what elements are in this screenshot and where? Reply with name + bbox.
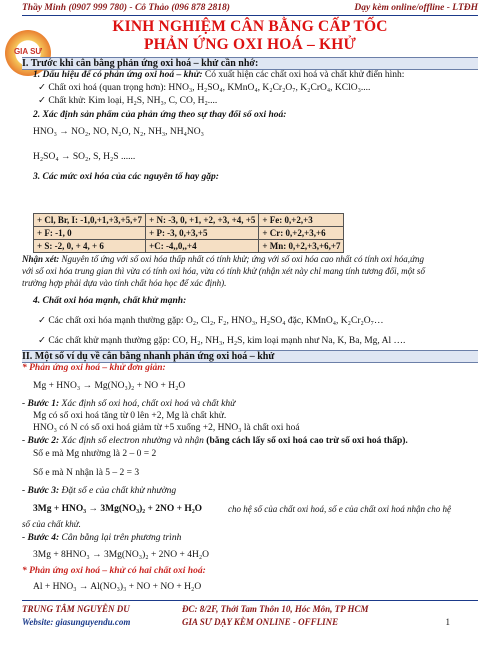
table-cell: + Cr: 0,+2,+3,+6 bbox=[259, 227, 344, 240]
logo-text: GIA SƯ bbox=[13, 47, 43, 56]
table-row bbox=[34, 227, 344, 240]
note-line-2: với số oxi hóa trung gian thì vừa có tính oxi hóa, vừa có tính khử (nhận xét này chỉ mang tính tương đối, một số bbox=[22, 266, 425, 276]
table-cell: +C: -4,,0,,+4 bbox=[146, 240, 259, 253]
bullet-strong-oxidizer-text: Các chất oxi hóa mạnh thường gặp: O₂, Cl₂, F₂, HNO₃, H₂SO₄ đặc, KMnO₄, K₂Cr₂O₇… bbox=[48, 316, 384, 326]
document-subtitle: PHẢN ỨNG OXI HOÁ – KHỬ bbox=[143, 36, 357, 53]
item-1 bbox=[33, 70, 493, 81]
equation-5: Al + HNO₃ → Al(NO₃)₃ + NO + NO + H₂O bbox=[33, 582, 202, 592]
equation-nitrogen: HNO₃ → NO₂, NO, N₂O, N₂, NH₃, NH₄NO₃ bbox=[33, 127, 204, 137]
table-cell: + P: -3, 0,+3,+5 bbox=[146, 227, 259, 240]
table-row bbox=[34, 240, 344, 253]
note-line-3: trường hợp phải dựa vào tính chất hóa học để xác định). bbox=[22, 278, 227, 288]
table-row bbox=[34, 214, 344, 227]
section-1-heading: I. Trước khi cân bằng phản ứng oxi hoá – khử cần nhớ: bbox=[22, 57, 478, 70]
footer-center-name: TRUNG TÂM NGUYỄN DU bbox=[22, 604, 130, 614]
section-2-heading: II. Một số ví dụ về cân bằng nhanh phản ứng oxi hoá – khử bbox=[22, 350, 478, 363]
table-cell: + N: -3, 0, +1, +2, +3, +4, +5 bbox=[146, 214, 259, 227]
item-1-text: Có xuất hiện các chất oxi hoá và chất khử điển hình: bbox=[202, 70, 405, 80]
step-4-text: Cân bằng lại trên phương trình bbox=[59, 533, 182, 543]
step-3-label: - Bước 3: bbox=[22, 486, 60, 496]
table-cell: + Mn: 0,+2,+3,+6,+7 bbox=[259, 240, 344, 253]
item-2-title: 2. Xác định sản phẩm của phản ứng theo sự thay đổi số oxi hoá: bbox=[33, 110, 287, 120]
footer-address: ĐC: 8/2F, Thới Tam Thôn 10, Hóc Môn, TP HCM bbox=[182, 604, 369, 614]
bullet-reducer-text: Chất khử: Kim loại, H₂S, NH₃, C, CO, H₂.... bbox=[48, 96, 218, 106]
step-1-line-b: HNO₃ có N có số oxi hoá giảm từ +5 xuống +2, HNO₃ là chất oxi hoá bbox=[33, 423, 300, 433]
bullet-oxidizer: ✓ Chất oxi hoá (quan trọng hơn): HNO₃, H₂SO₄, KMnO₄, K₂Cr₂O₇, K₂CrO₄, KClO₃.... bbox=[38, 83, 371, 93]
table-cell: + F: -1, 0 bbox=[34, 227, 146, 240]
item-3-title: 3. Các mức oxi hóa của các nguyên tố hay gặp: bbox=[33, 172, 219, 182]
note-line-1 bbox=[22, 254, 482, 265]
note-label: Nhận xét: bbox=[22, 254, 60, 264]
case-simple-title: * Phản ứng oxi hoá – khử đơn giản: bbox=[22, 363, 166, 373]
equation-3: 3Mg + HNO₃ → 3Mg(NO₃)₂ + 2NO + H₂O bbox=[33, 504, 203, 514]
step-1 bbox=[22, 399, 482, 410]
equation-3-note: cho hệ số của chất oxi hoá, số e của chất oxi hoá nhận cho hệ bbox=[228, 504, 451, 514]
step-4-label: - Bước 4: bbox=[22, 533, 60, 543]
note-text-1: Nguyên tố ứng với số oxi hóa thấp nhất có tính khử; ứng với số oxi hóa cao nhất có tính oxi hóa,ứng bbox=[59, 254, 424, 264]
step-1-line-a: Mg có số oxi hoá tăng từ 0 lên +2, Mg là chất khử. bbox=[33, 411, 227, 421]
step-2 bbox=[22, 436, 482, 447]
footer-slogan: GIA SƯ DẠY KÈM ONLINE - OFFLINE bbox=[182, 617, 339, 627]
table-cell: + S: -2, 0, + 4, + 6 bbox=[34, 240, 146, 253]
page-number: 1 bbox=[445, 617, 450, 627]
item-4-title: 4. Chất oxi hóa mạnh, chất khử mạnh: bbox=[33, 296, 187, 306]
bullet-strong-oxidizer: ✓ Các chất oxi hóa mạnh thường gặp: O₂, Cl₂, F₂, HNO₃, H₂SO₄ đặc, KMnO₄, K₂Cr₂O₇… bbox=[38, 316, 384, 326]
bullet-reducer: ✓ Chất khử: Kim loại, H₂S, NH₃, C, CO, H₂.... bbox=[38, 96, 218, 106]
footer-divider bbox=[22, 600, 478, 601]
page-header bbox=[22, 3, 478, 15]
item-1-title: 1. Dấu hiệu để có phản ứng oxi hoá – khử: bbox=[33, 70, 203, 80]
table-cell: + Cl, Br, I: -1,0,+1,+3,+5,+7 bbox=[34, 214, 146, 227]
step-2-text: Xác định số electron nhường và nhận bbox=[59, 436, 207, 446]
footer-row-2 bbox=[22, 617, 478, 627]
case-two-oxidizers-title: * Phản ứng oxi hoá – khử có hai chất oxi hoá: bbox=[22, 566, 206, 576]
header-tagline: Dạy kèm online/offline - LTĐH bbox=[354, 3, 478, 13]
step-2-line-b: Số e mà N nhận là 5 – 2 = 3 bbox=[33, 468, 140, 478]
step-2-line-a: Số e mà Mg nhường là 2 – 0 = 2 bbox=[33, 449, 157, 459]
step-3-text: Đặt số e của chất khử nhường bbox=[59, 486, 177, 496]
step-2-label: - Bước 2: bbox=[22, 436, 60, 446]
header-divider bbox=[22, 15, 478, 16]
equation-1: Mg + HNO₃ → Mg(NO₃)₂ + NO + H₂O bbox=[33, 381, 186, 391]
document-title: KINH NGHIỆM CÂN BẰNG CẤP TỐC bbox=[112, 18, 388, 35]
footer-row-1 bbox=[22, 604, 478, 614]
bullet-strong-reducer: ✓ Các chất khử mạnh thường gặp: CO, H₂, NH₃, H₂S, kim loại mạnh như Na, K, Ba, Mg, Al …. bbox=[38, 336, 406, 346]
equation-3-note-2: số của chất khử. bbox=[22, 519, 81, 529]
header-contact: Thầy Minh (0907 999 780) - Cô Thảo (096 878 2818) bbox=[22, 3, 230, 13]
step-2-bold: (bằng cách lấy số oxi hoá cao trừ số oxi hoá thấp). bbox=[206, 436, 408, 446]
step-3 bbox=[22, 486, 482, 497]
table-cell: + Fe: 0,+2,+3 bbox=[259, 214, 344, 227]
step-4 bbox=[22, 533, 482, 544]
footer-website: Website: giasunguyendu.com bbox=[22, 617, 131, 627]
equation-sulfur: H₂SO₄ → SO₂, S, H₂S ...... bbox=[33, 152, 136, 162]
equation-4: 3Mg + 8HNO₃ → 3Mg(NO₃)₂ + 2NO + 4H₂O bbox=[33, 550, 210, 560]
bullet-oxidizer-text: Chất oxi hoá (quan trọng hơn): HNO₃, H₂SO₄, KMnO₄, K₂Cr₂O₇, K₂CrO₄, KClO₃.... bbox=[48, 83, 371, 93]
step-1-text: Xác định số oxi hoá, chất oxi hoá và chất khử bbox=[59, 399, 236, 409]
bullet-strong-reducer-text: Các chất khử mạnh thường gặp: CO, H₂, NH₃, H₂S, kim loại mạnh như Na, K, Ba, Mg, Al …. bbox=[48, 336, 406, 346]
step-1-label: - Bước 1: bbox=[22, 399, 60, 409]
oxidation-states-table bbox=[33, 213, 344, 253]
